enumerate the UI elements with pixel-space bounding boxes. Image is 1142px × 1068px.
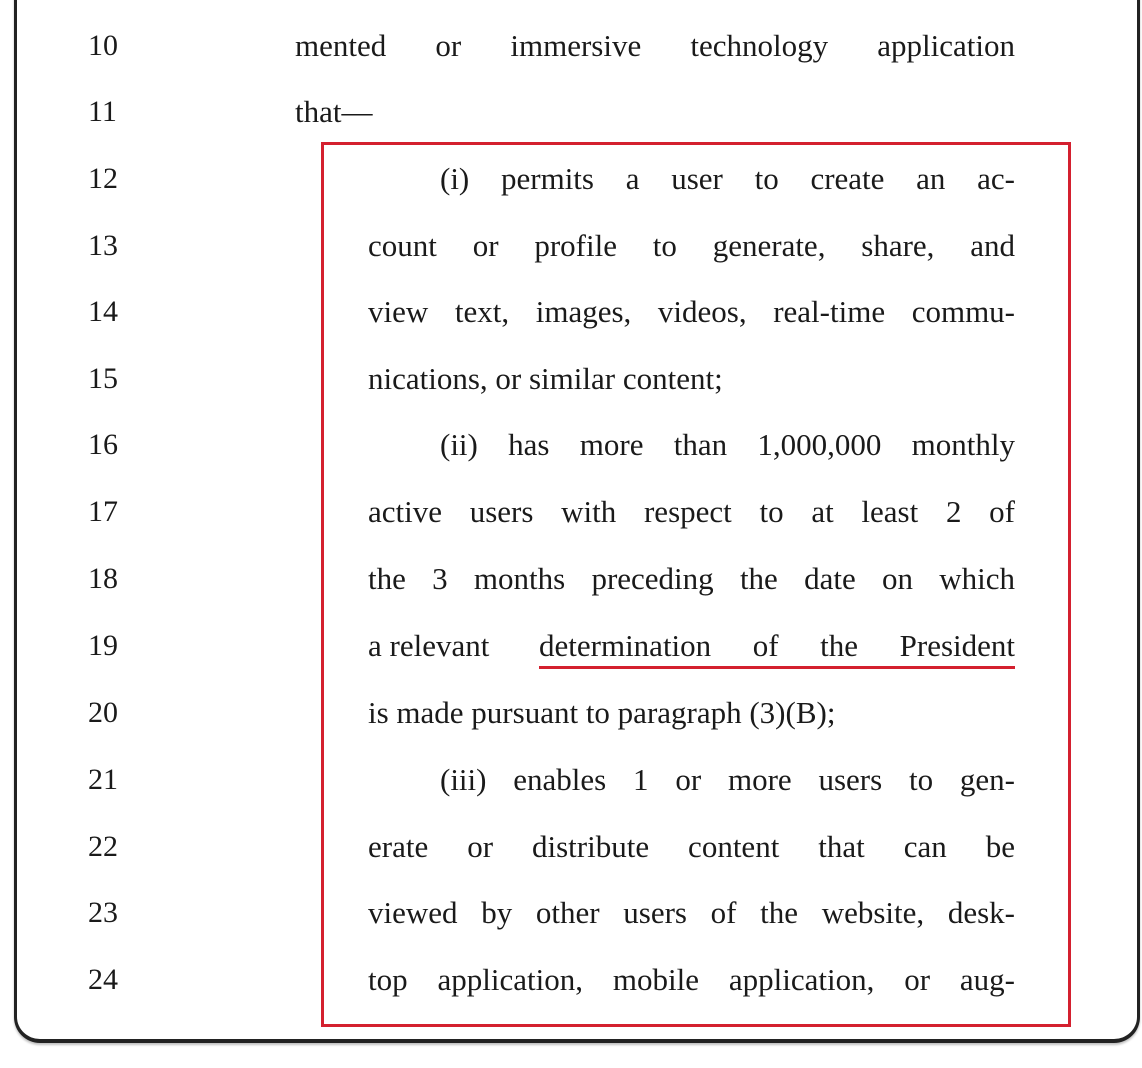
text-line: count or profile to generate, share, and xyxy=(368,228,1015,263)
text-line: viewed by other users of the website, desk- xyxy=(368,895,1015,930)
line-number: 13 xyxy=(88,229,118,262)
highlight-underline xyxy=(539,666,1015,669)
text-line: is made pursuant to paragraph (3)(B); xyxy=(368,695,836,730)
line-number: 24 xyxy=(88,963,118,996)
text-line: (i) permits a user to create an ac- xyxy=(440,161,1015,196)
text-line: a relevant xyxy=(368,628,490,663)
line-number: 23 xyxy=(88,896,118,929)
line-number: 11 xyxy=(88,95,117,128)
line-number: 15 xyxy=(88,362,118,395)
line-number: 18 xyxy=(88,562,118,595)
text-line: active users with respect to at least 2 of xyxy=(368,494,1015,529)
text-line: (ii) has more than 1,000,000 monthly xyxy=(440,427,1015,462)
text-line: erate or distribute content that can be xyxy=(368,829,1015,864)
line-number: 14 xyxy=(88,295,118,328)
text-line: view text, images, videos, real-time commu- xyxy=(368,294,1015,329)
text-line: that— xyxy=(295,94,373,129)
line-number: 21 xyxy=(88,763,118,796)
line-number: 20 xyxy=(88,696,118,729)
text-line: mented or immersive technology application xyxy=(295,28,1015,63)
text-line: nications, or similar content; xyxy=(368,361,723,396)
text-line: the 3 months preceding the date on which xyxy=(368,561,1015,596)
text-line: top application, mobile application, or aug- xyxy=(368,962,1015,997)
line-number: 17 xyxy=(88,495,118,528)
text-line: (iii) enables 1 or more users to gen- xyxy=(440,762,1015,797)
line-number: 22 xyxy=(88,830,118,863)
line-number: 12 xyxy=(88,162,118,195)
line-number: 19 xyxy=(88,629,118,662)
highlight-box xyxy=(321,142,1071,1027)
line-number: 10 xyxy=(88,29,118,62)
line-number: 16 xyxy=(88,428,118,461)
underlined-phrase: determination of the President xyxy=(539,628,1015,663)
